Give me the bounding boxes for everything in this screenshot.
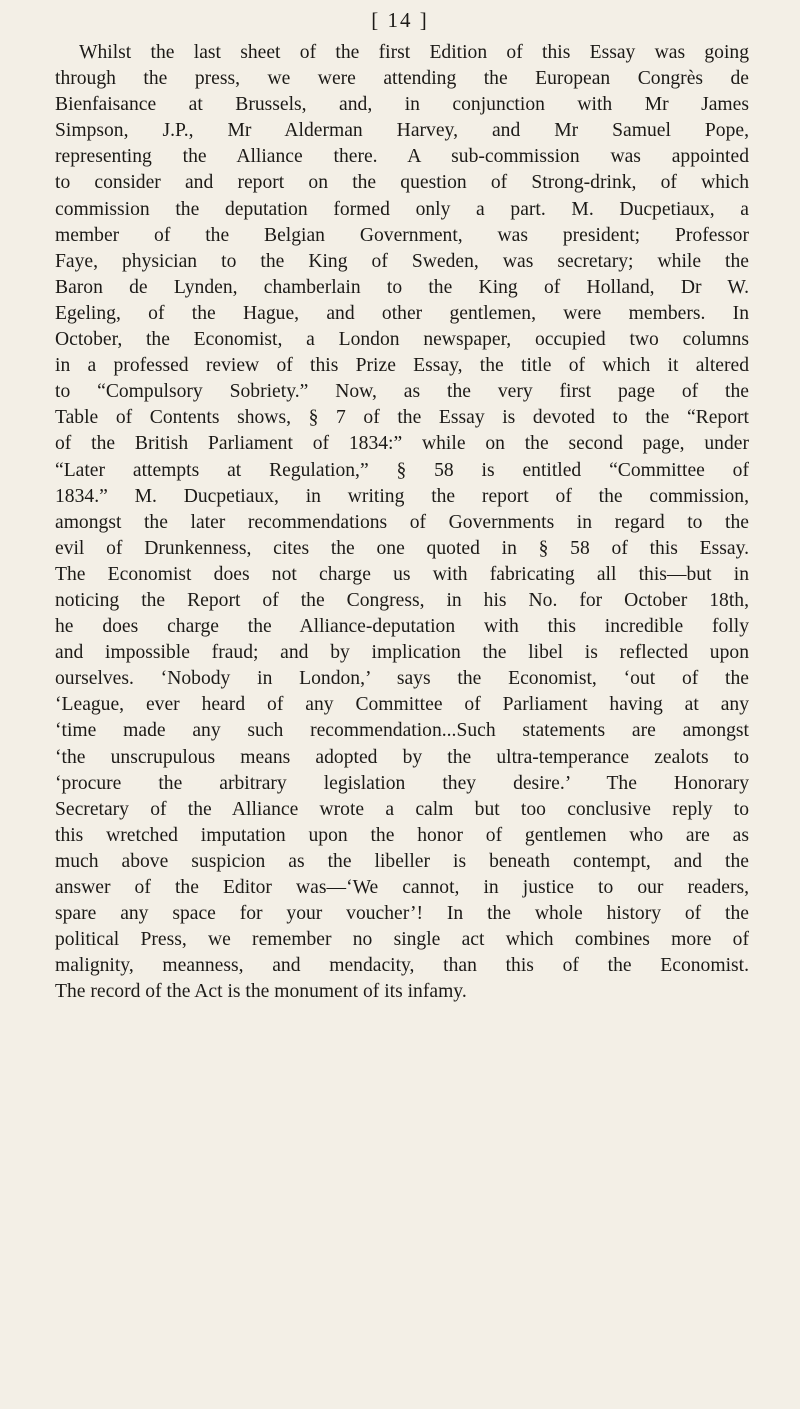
text-line: Table of Contents shows, § 7 of the Essay is devoted to the “Report [55, 407, 749, 429]
text-line: evil of Drunkenness, cites the one quoted in § 58 of this Essay. [55, 537, 749, 559]
text-line: 1834.” M. Ducpetiaux, in writing the report of the commission, [55, 485, 749, 507]
text-line: representing the Alliance there. A sub-commission was appointed [55, 146, 749, 168]
text-line: ‘League, ever heard of any Committee of Parliament having at any [55, 694, 749, 716]
text-line: October, the Economist, a London newspaper, occupied two columns [55, 329, 749, 351]
text-line: malignity, meanness, and mendacity, than this of the Economist. [55, 955, 749, 977]
text-line: member of the Belgian Government, was president; Professor [55, 224, 749, 246]
text-line: The record of the Act is the monument of its infamy. [55, 981, 467, 1003]
text-line: ‘procure the arbitrary legislation they desire.’ The Honorary [55, 772, 749, 794]
text-line: through the press, we were attending the European Congrès de [55, 68, 749, 90]
text-line: ourselves. ‘Nobody in London,’ says the Economist, ‘out of the [55, 668, 749, 690]
text-line: ‘the unscrupulous means adopted by the ultra-temperance zealots to [55, 746, 749, 768]
text-line: amongst the later recommendations of Governments in regard to the [55, 511, 749, 533]
text-line: spare any space for your voucher’! In the whole history of the [55, 903, 749, 925]
text-line: political Press, we remember no single act which combines more of [55, 929, 749, 951]
text-line: answer of the Editor was—‘We cannot, in justice to our readers, [55, 877, 749, 898]
essay-paragraph [55, 40, 749, 1005]
text-line: Whilst the last sheet of the first Edition of this Essay was going [79, 42, 749, 63]
text-line: commission the deputation formed only a part. M. Ducpetiaux, a [55, 198, 749, 220]
text-line: Secretary of the Alliance wrote a calm but too conclusive reply to [55, 798, 749, 820]
text-line: “Later attempts at Regulation,” § 58 is entitled “Committee of [55, 459, 749, 481]
text-line: of the British Parliament of 1834:” while on the second page, under [55, 433, 749, 455]
text-line: and impossible fraud; and by implication the libel is reflected upon [55, 642, 749, 664]
text-line: much above suspicion as the libeller is beneath contempt, and the [55, 850, 749, 872]
text-line: Faye, physician to the King of Sweden, was secretary; while the [55, 250, 749, 272]
text-line: he does charge the Alliance-deputation with this incredible folly [55, 616, 749, 638]
text-line: to “Compulsory Sobriety.” Now, as the very first page of the [55, 381, 749, 403]
text-line: to consider and report on the question of Strong-drink, of which [55, 172, 749, 194]
text-line: The Economist does not charge us with fabricating all this—but in [55, 563, 749, 585]
text-line: Baron de Lynden, chamberlain to the King of Holland, Dr W. [55, 276, 749, 298]
page-number: [ 14 ] [371, 8, 429, 32]
text-line: Bienfaisance at Brussels, and, in conjunction with Mr James [55, 94, 749, 116]
text-line: in a professed review of this Prize Essay, the title of which it altered [55, 355, 749, 377]
text-line: this wretched imputation upon the honor of gentlemen who are as [55, 824, 749, 846]
text-line: ‘time made any such recommendation...Such statements are amongst [55, 720, 749, 742]
text-line: noticing the Report of the Congress, in his No. for October 18th, [55, 589, 749, 611]
text-line: Simpson, J.P., Mr Alderman Harvey, and Mr Samuel Pope, [55, 120, 749, 142]
text-line: Egeling, of the Hague, and other gentlemen, were members. In [55, 302, 749, 324]
